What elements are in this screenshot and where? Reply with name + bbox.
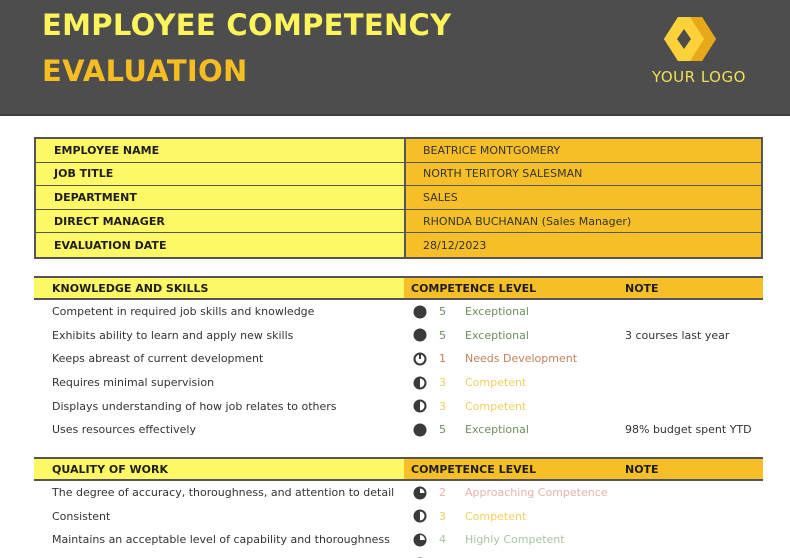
section-header-right xyxy=(404,278,763,298)
item-score: 2 xyxy=(439,486,446,500)
info-row-direct-manager xyxy=(36,210,761,234)
item-score: 5 xyxy=(439,305,446,319)
item-text: Maintains an acceptable level of capability and thoroughness xyxy=(52,533,390,547)
logo-text: YOUR LOGO xyxy=(652,68,746,86)
list-item xyxy=(34,347,763,371)
item-score: 5 xyxy=(439,328,446,342)
section-quality-of-work xyxy=(34,457,763,558)
item-note[interactable]: 3 courses last year xyxy=(625,328,730,342)
section-title: QUALITY OF WORK xyxy=(34,459,404,479)
info-label: DIRECT MANAGER xyxy=(36,210,406,233)
item-text: Exhibits ability to learn and apply new skills xyxy=(52,328,294,342)
list-item xyxy=(34,324,763,348)
item-score: 4 xyxy=(439,533,446,547)
competence-level-header: COMPETENCE LEVEL xyxy=(411,281,537,295)
item-score: 1 xyxy=(439,352,446,366)
full-circle-icon xyxy=(413,305,427,319)
info-row-employee-name xyxy=(36,139,761,163)
competence-level-header: COMPETENCE LEVEL xyxy=(411,462,537,476)
item-score: 5 xyxy=(439,423,446,437)
item-text: The degree of accuracy, thoroughness, and attention to detail xyxy=(52,486,395,500)
full-circle-icon xyxy=(413,423,427,437)
full-circle-icon xyxy=(413,328,427,342)
item-level: Competent xyxy=(465,376,527,390)
item-text: Consistent xyxy=(52,509,111,523)
page-header xyxy=(0,0,790,116)
list-item xyxy=(34,481,763,505)
note-header: NOTE xyxy=(625,462,659,476)
item-level: Needs Development xyxy=(465,352,578,366)
title-line-2: EVALUATION xyxy=(42,54,248,88)
title-line-1: EMPLOYEE COMPETENCY xyxy=(42,8,452,42)
item-level: Highly Competent xyxy=(465,533,565,547)
info-label: EMPLOYEE NAME xyxy=(36,139,406,162)
item-text: Displays understanding of how job relates to others xyxy=(52,399,337,413)
section-header-right xyxy=(404,459,763,479)
section-title: KNOWLEDGE AND SKILLS xyxy=(34,278,404,298)
list-item xyxy=(34,505,763,529)
info-value[interactable]: RHONDA BUCHANAN (Sales Manager) xyxy=(406,210,761,233)
info-row-job-title xyxy=(36,163,761,187)
half-circle-icon xyxy=(413,509,427,523)
item-text: Uses resources effectively xyxy=(52,423,196,437)
item-score: 3 xyxy=(439,399,446,413)
info-value[interactable]: SALES xyxy=(406,186,761,209)
half-circle-icon xyxy=(413,376,427,390)
item-level: Exceptional xyxy=(465,305,529,319)
info-row-department xyxy=(36,186,761,210)
logo-icon xyxy=(664,15,720,63)
quarter-circle-icon xyxy=(413,352,427,366)
list-item xyxy=(34,300,763,324)
info-value[interactable]: 28/12/2023 xyxy=(406,233,761,257)
info-row-evaluation-date xyxy=(36,233,761,257)
item-score: 3 xyxy=(439,376,446,390)
item-level: Competent xyxy=(465,509,527,523)
item-text: Keeps abreast of current development xyxy=(52,352,264,366)
info-label: EVALUATION DATE xyxy=(36,233,406,257)
section-knowledge-and-skills xyxy=(34,276,763,442)
list-item xyxy=(34,528,763,552)
section-header xyxy=(34,457,763,481)
item-text: Requires minimal supervision xyxy=(52,376,215,390)
item-level: Exceptional xyxy=(465,423,529,437)
item-note[interactable]: 98% budget spent YTD xyxy=(625,423,752,437)
item-level: Competent xyxy=(465,399,527,413)
info-value[interactable]: BEATRICE MONTGOMERY xyxy=(406,139,761,162)
quarter-circle-icon xyxy=(413,486,427,500)
list-item xyxy=(34,371,763,395)
info-label: JOB TITLE xyxy=(36,163,406,186)
three-quarter-circle-icon xyxy=(413,533,427,547)
item-level: Exceptional xyxy=(465,328,529,342)
list-item-partial xyxy=(34,552,763,558)
info-label: DEPARTMENT xyxy=(36,186,406,209)
list-item xyxy=(34,394,763,418)
list-item xyxy=(34,418,763,442)
half-circle-icon xyxy=(413,399,427,413)
item-text: Competent in required job skills and knowledge xyxy=(52,305,315,319)
item-level: Approaching Competence xyxy=(465,486,608,500)
info-value[interactable]: NORTH TERITORY SALESMAN xyxy=(406,163,761,186)
item-score: 3 xyxy=(439,509,446,523)
section-header xyxy=(34,276,763,300)
employee-info-table xyxy=(34,137,763,259)
note-header: NOTE xyxy=(625,281,659,295)
